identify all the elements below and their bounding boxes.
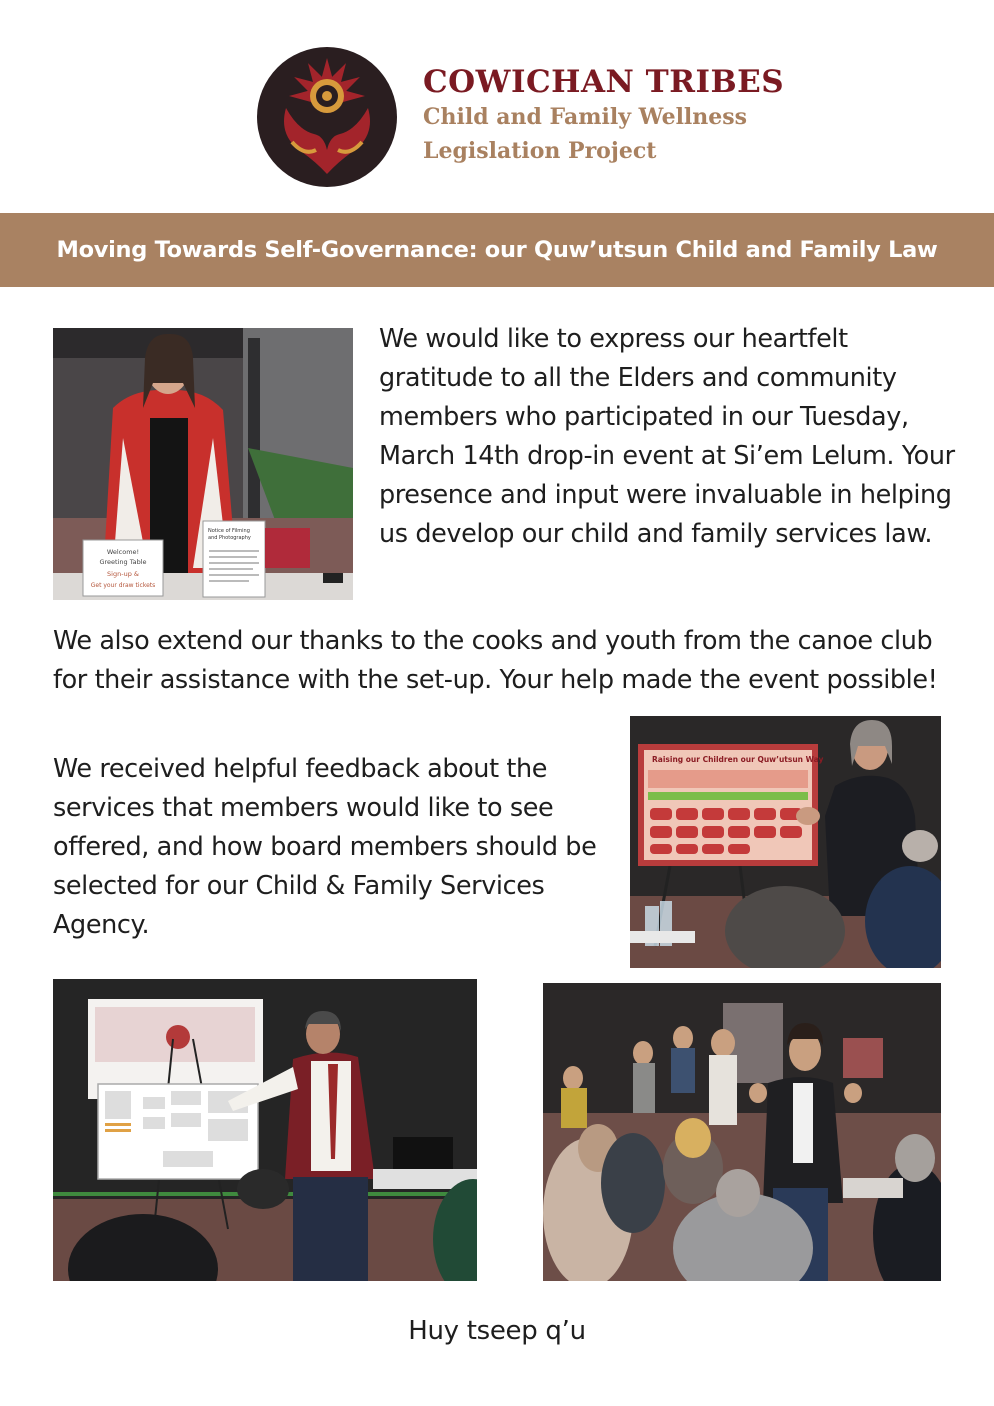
photo-group-discussion: [543, 983, 941, 1281]
paragraph-thanks: We also extend our thanks to the cooks and youth from the canoe club for their assistance with the set-up. Your help made the event possible!: [53, 626, 938, 695]
photo-greeting-table: [53, 328, 353, 600]
greeting-sign-line3: Sign-up &: [107, 570, 139, 578]
notice-sign-line1: Notice of Filming: [208, 528, 250, 534]
photo-screen-presentation: [53, 979, 477, 1281]
greeting-sign-line4: Get your draw tickets: [90, 582, 156, 589]
photo-poster-presentation: [630, 716, 941, 968]
greeting-sign-line1: Welcome!: [106, 548, 140, 556]
notice-sign-line2: and Photography: [208, 535, 251, 541]
org-subtitle-line1: Child and Family Wellness: [423, 104, 748, 130]
banner-title: Moving Towards Self-Governance: our Quw’utsun Child and Family Law: [56, 237, 938, 263]
greeting-sign-line2: Greeting Table: [99, 558, 147, 566]
paragraph-gratitude: We would like to express our heartfelt gratitude to all the Elders and community members who participated in our Tuesday, March 14th drop-in event at Si’em Lelum. Your presence and input were invaluable in helping us develop our child and family services law.: [379, 324, 955, 549]
paragraph-feedback: We received helpful feedback about the services that members would like to see offered, and how board members should be selected for our Child & Family Services Agency.: [53, 754, 597, 940]
title-banner: [0, 213, 994, 287]
poster-title: Raising our Children our Quw’utsun Way: [652, 755, 824, 764]
closing-thanks: Huy tseep q’u: [408, 1316, 586, 1346]
org-name: COWICHAN TRIBES: [423, 64, 785, 100]
cowichan-tribes-logo: [256, 46, 398, 188]
org-subtitle-line2: Legislation Project: [423, 138, 657, 164]
